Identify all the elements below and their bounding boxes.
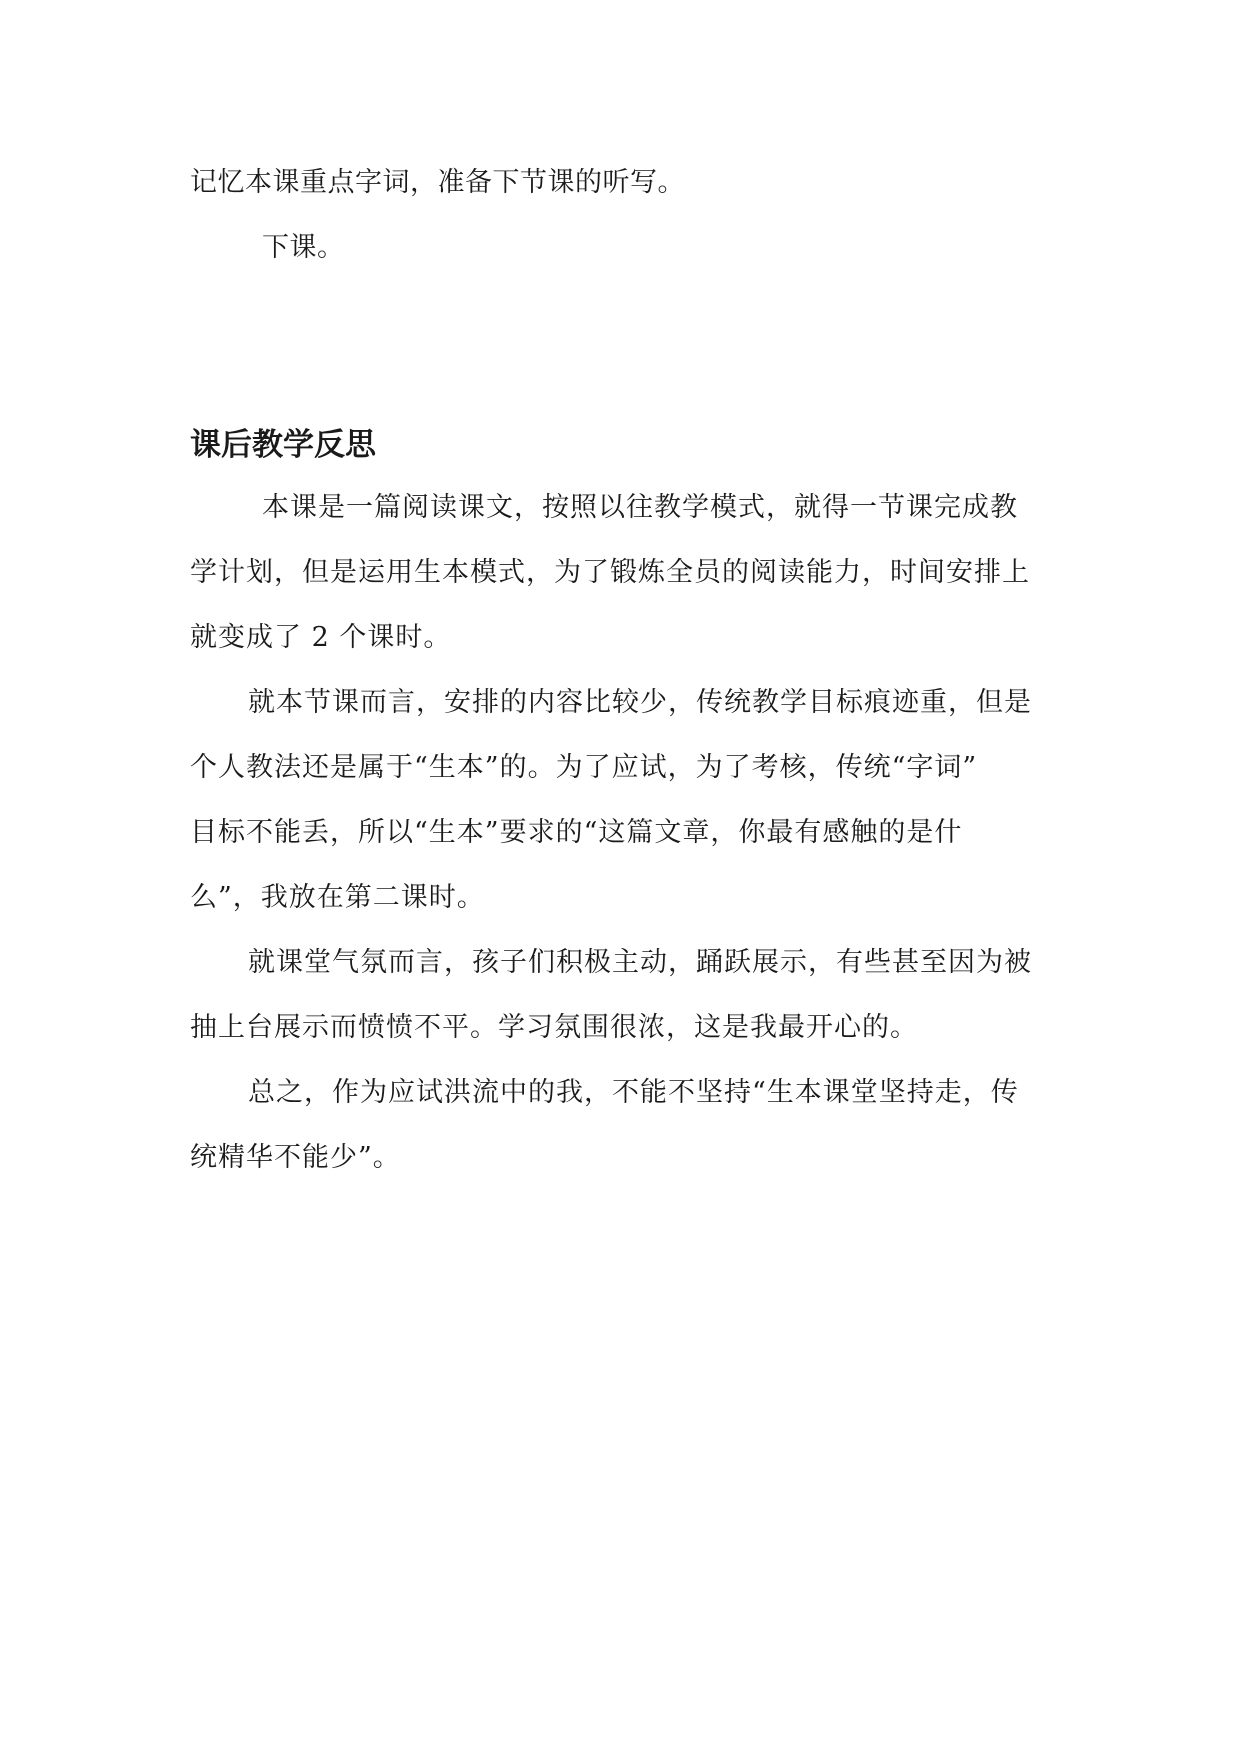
paragraph-line: 目标不能丢，所以“生本”要求的“这篇文章，你最有感触的是什 [190,817,963,848]
paragraph-line: 本课是一篇阅读课文，按照以往教学模式，就得一节课完成教 [262,492,1018,523]
paragraph-line: 学计划，但是运用生本模式，为了锻炼全员的阅读能力，时间安排上 [190,557,1030,588]
dismissal-line: 下课。 [262,232,345,263]
paragraph-line: 就课堂气氛而言，孩子们积极主动，踊跃展示，有些甚至因为被 [248,947,1032,978]
paragraph-line: 就变成了 2 个课时。 [190,622,452,653]
paragraph-line: 总之，作为应试洪流中的我，不能不坚持“生本课堂坚持走，传 [248,1077,1019,1108]
paragraph-line: 么”，我放在第二课时。 [190,882,485,913]
paragraph-line: 抽上台展示而愤愤不平。学习氛围很浓，这是我最开心的。 [190,1012,918,1043]
paragraph-line: 统精华不能少”。 [190,1142,401,1173]
homework-line: 记忆本课重点字词，准备下节课的听写。 [190,167,685,198]
paragraph-line: 就本节课而言，安排的内容比较少，传统教学目标痕迹重，但是 [248,687,1032,718]
reflection-heading: 课后教学反思 [190,427,376,463]
paragraph-line: 个人教法还是属于“生本”的。为了应试，为了考核，传统“字词” [190,752,978,783]
